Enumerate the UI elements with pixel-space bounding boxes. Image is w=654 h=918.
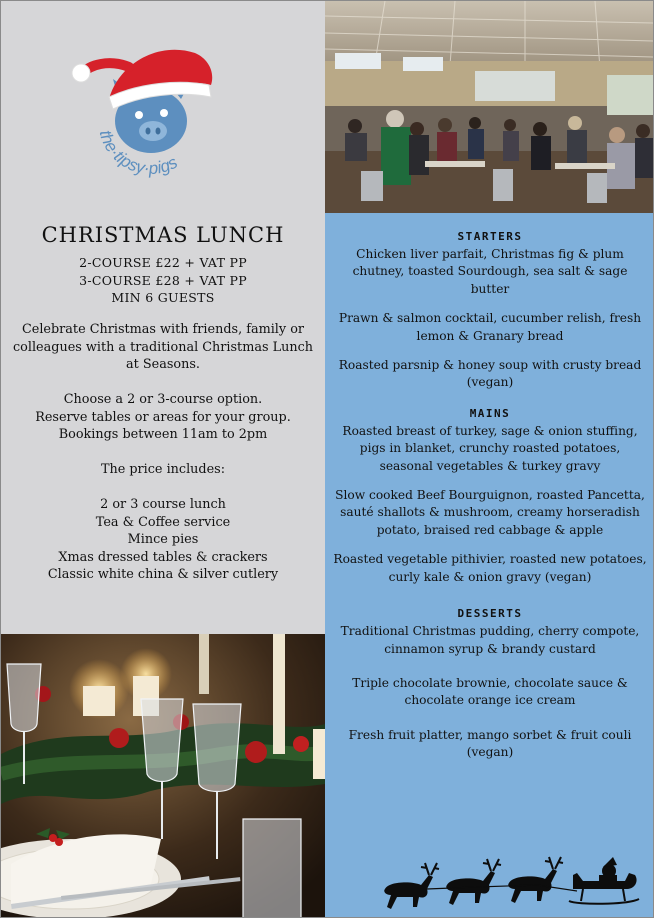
menu-panel: [325, 1, 654, 918]
section-heading-desserts: DESSERTS: [457, 607, 523, 621]
menu-item: Roasted parsnip & honey soup with crusty bread (vegan): [338, 358, 642, 390]
logo-text: the·tipsy·pigs: [95, 128, 181, 179]
menu-item: Roasted vegetable pithivier, roasted new potatoes, curly kale & onion gravy (vegan): [333, 552, 647, 584]
tipsy-pigs-logo: [69, 23, 229, 193]
offer-description: [11, 321, 315, 584]
left-panel: [1, 1, 325, 918]
intro-text: Celebrate Christmas with friends, family or colleagues with a traditional Christmas Lunch at Seasons.: [13, 322, 313, 372]
includes-heading: The price includes:: [100, 462, 226, 477]
offer-title: CHRISTMAS LUNCH: [41, 223, 285, 247]
section-heading-mains: MAINS: [469, 406, 511, 420]
detail-line: Reserve tables or areas for your group.: [35, 409, 291, 425]
includes-item: Classic white china & silver cutlery: [47, 567, 279, 582]
price-two-course: 2-COURSE £22 + VAT PP: [79, 255, 247, 270]
detail-line: Bookings between 11am to 2pm: [58, 427, 268, 442]
menu-item: Fresh fruit platter, mango sorbet & fruit couli (vegan): [348, 727, 632, 760]
menu-item: Slow cooked Beef Bourguignon, roasted Pancetta, sauté shallots & mushroom, creamy horseradish potato, braised red cabbage & apple: [335, 488, 645, 537]
price-three-course: 3-COURSE £28 + VAT PP: [79, 272, 247, 288]
includes-item: Xmas dressed tables & crackers: [58, 549, 268, 565]
christmas-table-setting-photo: [1, 634, 325, 918]
includes-item: Mince pies: [127, 532, 199, 547]
includes-item: Tea & Coffee service: [95, 514, 231, 530]
price-list: [1, 254, 325, 307]
section-heading-starters: STARTERS: [457, 230, 523, 243]
menu-item: Chicken liver parfait, Christmas fig & plum chutney, toasted Sourdough, sea salt & sage butter: [352, 247, 628, 296]
minimum-guests: MIN 6 GUESTS: [111, 290, 215, 305]
reindeer-sleigh-silhouette-icon: [377, 851, 647, 915]
includes-item: 2 or 3 course lunch: [100, 497, 226, 512]
menu-list: [325, 229, 654, 773]
detail-line: Choose a 2 or 3-course option.: [63, 392, 263, 407]
menu-item: Triple chocolate brownie, chocolate sauce & chocolate orange ice cream: [352, 675, 628, 708]
menu-item: Traditional Christmas pudding, cherry compote, cinnamon syrup & brandy custard: [340, 624, 640, 656]
restaurant-dining-room-photo: [325, 1, 654, 213]
menu-item: Roasted breast of turkey, sage & onion stuffing, pigs in blanket, crunchy roasted potatoes, seasonal vegetables & turkey gravy: [342, 423, 638, 473]
menu-item: Prawn & salmon cocktail, cucumber relish, fresh lemon & Granary bread: [338, 311, 642, 343]
